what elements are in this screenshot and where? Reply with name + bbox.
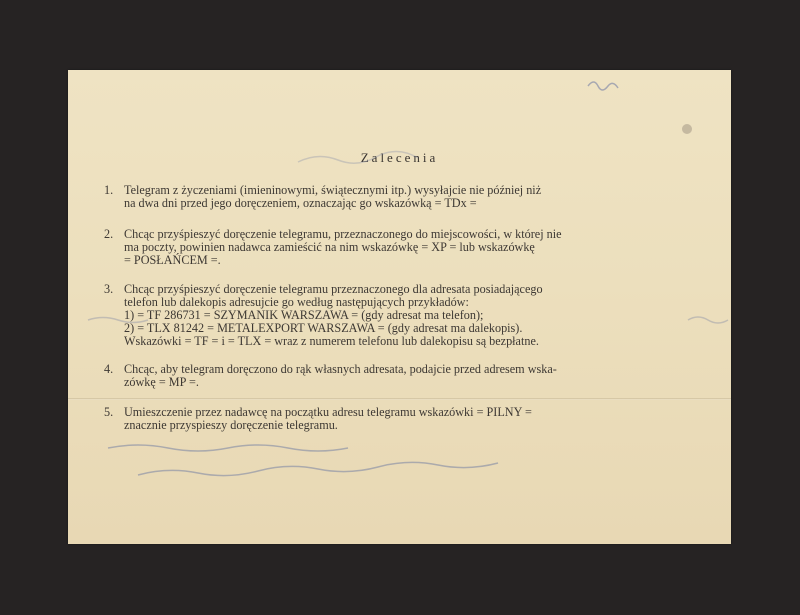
telegram-card — [68, 70, 731, 544]
document-title: Zalecenia — [360, 150, 439, 165]
item-number: 1. — [104, 183, 114, 197]
item-number: 3. — [104, 282, 114, 296]
item-text: Chcąc przyśpieszyć doręczenie telegramu, przeznaczonego do miejscowości, w której nie ma poczty, powinien nadawca zamieścić na nim wskazówkę = XP = lub wskazówkę = POSŁAŃCEM =. — [124, 227, 562, 267]
item-number: 5. — [104, 405, 114, 419]
handwriting-bleed-through — [68, 70, 731, 544]
item-number: 4. — [104, 362, 114, 376]
item-text: Chcąc, aby telegram doręczono do rąk własnych adresata, podajcie przed adresem wska- zówkę = MP =. — [124, 362, 557, 389]
item-text: Telegram z życzeniami (imieninowymi, świątecznymi itp.) wysyłajcie nie później niż na dwa dni przed jego doręczeniem, oznaczając go wskazówką = TDx = — [124, 183, 542, 210]
item-text: Chcąc przyśpieszyć doręczenie telegramu przeznaczonego dla adresata posiadającego telefon lub dalekopis adresujcie go według następujących przykładów: 1) = TF 286731 = SZYMANIK WARSZAWA = (gdy adresat ma telefon); 2) = TLX 81242 = METALEXPORT WARSZAWA = (gdy adresat ma dalekopis). Wskazówki = TF = i = TLX = wraz z numerem telefonu lub dalekopisu są bezpłatne. — [124, 282, 543, 348]
item-text: Umieszczenie przez nadawcę na początku adresu telegramu wskazówki = PILNY = znacznie przyspieszy doręczenie telegramu. — [124, 405, 532, 432]
item-number: 2. — [104, 227, 114, 241]
